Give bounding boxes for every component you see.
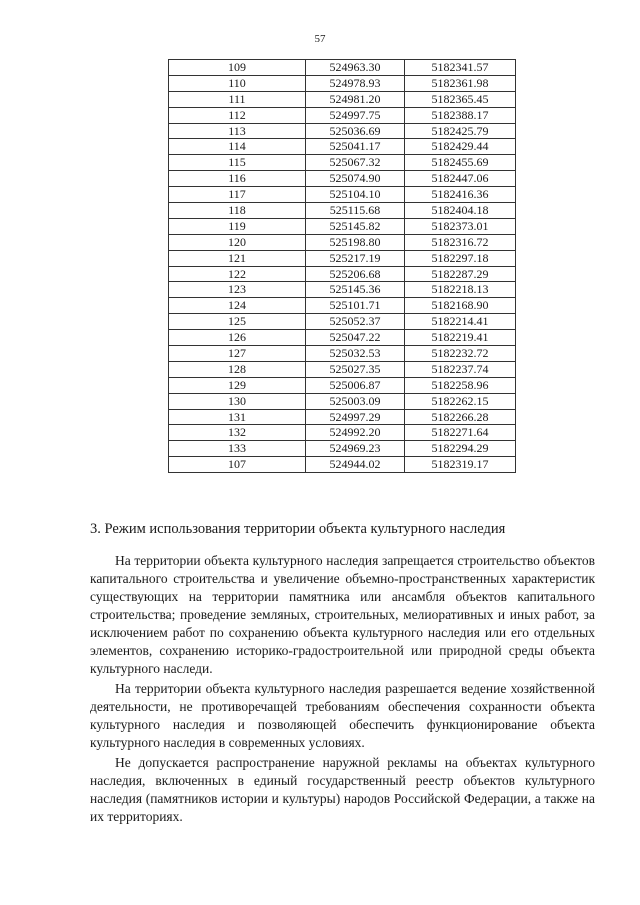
- table-row: [169, 155, 516, 171]
- point-number-cell: 127: [169, 346, 306, 362]
- x-coordinate-cell: 525041.17: [306, 139, 405, 155]
- table-row: [169, 266, 516, 282]
- point-number-cell: 113: [169, 123, 306, 139]
- x-coordinate-cell: 525206.68: [306, 266, 405, 282]
- point-number-cell: 120: [169, 234, 306, 250]
- point-number-cell: 126: [169, 330, 306, 346]
- y-coordinate-cell: 5182365.45: [405, 91, 516, 107]
- table-row: [169, 187, 516, 203]
- table-row: [169, 75, 516, 91]
- y-coordinate-cell: 5182429.44: [405, 139, 516, 155]
- point-number-cell: 122: [169, 266, 306, 282]
- y-coordinate-cell: 5182316.72: [405, 234, 516, 250]
- table-row: [169, 330, 516, 346]
- point-number-cell: 118: [169, 203, 306, 219]
- x-coordinate-cell: 525145.36: [306, 282, 405, 298]
- x-coordinate-cell: 525104.10: [306, 187, 405, 203]
- table-row: [169, 218, 516, 234]
- table-row: [169, 234, 516, 250]
- point-number-cell: 133: [169, 441, 306, 457]
- y-coordinate-cell: 5182373.01: [405, 218, 516, 234]
- x-coordinate-cell: 524969.23: [306, 441, 405, 457]
- y-coordinate-cell: 5182416.36: [405, 187, 516, 203]
- table-row: [169, 314, 516, 330]
- table-row: [169, 441, 516, 457]
- x-coordinate-cell: 525047.22: [306, 330, 405, 346]
- point-number-cell: 132: [169, 425, 306, 441]
- point-number-cell: 124: [169, 298, 306, 314]
- point-number-cell: 117: [169, 187, 306, 203]
- table-row: [169, 298, 516, 314]
- table-row: [169, 377, 516, 393]
- paragraph-prohibited: На территории объекта культурного наследия запрещается строительство объектов капитального строительства и увеличение объемно-пространственных характеристик существующих на территории памятника или ансамбля объектов капитального строительства; проведение земляных, строительных, мелиоративных и иных работ, за исключением работ по сохранению объекта культурного наследия или его отдельных элементов, сохранению историко-градостроительной или природной среды объекта культурного наследи.: [90, 553, 595, 676]
- point-number-cell: 107: [169, 457, 306, 473]
- y-coordinate-cell: 5182232.72: [405, 346, 516, 362]
- y-coordinate-cell: 5182258.96: [405, 377, 516, 393]
- y-coordinate-cell: 5182168.90: [405, 298, 516, 314]
- table-row: [169, 139, 516, 155]
- table-row: [169, 171, 516, 187]
- point-number-cell: 129: [169, 377, 306, 393]
- x-coordinate-cell: 525027.35: [306, 361, 405, 377]
- table-row: [169, 361, 516, 377]
- table-row: [169, 409, 516, 425]
- y-coordinate-cell: 5182271.64: [405, 425, 516, 441]
- point-number-cell: 110: [169, 75, 306, 91]
- point-number-cell: 128: [169, 361, 306, 377]
- table-row: [169, 91, 516, 107]
- y-coordinate-cell: 5182214.41: [405, 314, 516, 330]
- x-coordinate-cell: 524978.93: [306, 75, 405, 91]
- x-coordinate-cell: 525032.53: [306, 346, 405, 362]
- y-coordinate-cell: 5182425.79: [405, 123, 516, 139]
- y-coordinate-cell: 5182447.06: [405, 171, 516, 187]
- point-number-cell: 115: [169, 155, 306, 171]
- coordinates-table-body: [169, 60, 516, 473]
- point-number-cell: 121: [169, 250, 306, 266]
- x-coordinate-cell: 525198.80: [306, 234, 405, 250]
- table-row: [169, 282, 516, 298]
- y-coordinate-cell: 5182219.41: [405, 330, 516, 346]
- point-number-cell: 125: [169, 314, 306, 330]
- table-row: [169, 250, 516, 266]
- y-coordinate-cell: 5182361.98: [405, 75, 516, 91]
- point-number-cell: 130: [169, 393, 306, 409]
- x-coordinate-cell: 525101.71: [306, 298, 405, 314]
- point-number-cell: 114: [169, 139, 306, 155]
- x-coordinate-cell: 524997.29: [306, 409, 405, 425]
- x-coordinate-cell: 525145.82: [306, 218, 405, 234]
- point-number-cell: 119: [169, 218, 306, 234]
- x-coordinate-cell: 525003.09: [306, 393, 405, 409]
- table-row: [169, 425, 516, 441]
- table-row: [169, 123, 516, 139]
- point-number-cell: 111: [169, 91, 306, 107]
- table-row: [169, 60, 516, 76]
- y-coordinate-cell: 5182297.18: [405, 250, 516, 266]
- y-coordinate-cell: 5182294.29: [405, 441, 516, 457]
- y-coordinate-cell: 5182319.17: [405, 457, 516, 473]
- point-number-cell: 116: [169, 171, 306, 187]
- y-coordinate-cell: 5182341.57: [405, 60, 516, 76]
- x-coordinate-cell: 525036.69: [306, 123, 405, 139]
- x-coordinate-cell: 524992.20: [306, 425, 405, 441]
- table-row: [169, 393, 516, 409]
- paragraph-advertising: Не допускается распространение наружной рекламы на объектах культурного наследия, включенных в единый государственный реестр объектов культурного наследия (памятников истории и культуры) народов Российской Федерации, а также на их территориях.: [90, 755, 595, 824]
- y-coordinate-cell: 5182388.17: [405, 107, 516, 123]
- y-coordinate-cell: 5182218.13: [405, 282, 516, 298]
- x-coordinate-cell: 525217.19: [306, 250, 405, 266]
- x-coordinate-cell: 524981.20: [306, 91, 405, 107]
- y-coordinate-cell: 5182262.15: [405, 393, 516, 409]
- y-coordinate-cell: 5182237.74: [405, 361, 516, 377]
- table-row: [169, 346, 516, 362]
- point-number-cell: 123: [169, 282, 306, 298]
- y-coordinate-cell: 5182287.29: [405, 266, 516, 282]
- table-row: [169, 107, 516, 123]
- table-row: [169, 457, 516, 473]
- section-heading: 3. Режим использования территории объекта культурного наследия: [90, 521, 506, 537]
- section-body: [90, 552, 595, 826]
- y-coordinate-cell: 5182404.18: [405, 203, 516, 219]
- x-coordinate-cell: 525067.32: [306, 155, 405, 171]
- x-coordinate-cell: 524997.75: [306, 107, 405, 123]
- x-coordinate-cell: 524944.02: [306, 457, 405, 473]
- point-number-cell: 131: [169, 409, 306, 425]
- paragraph-permitted: На территории объекта культурного наследия разрешается ведение хозяйственной деятельности, не противоречащей требованиям обеспечения сохранности объекта культурного наследия и позволяющей обеспечить функционирование объекта культурного наследия в современных условиях.: [90, 681, 595, 750]
- page-number: 57: [314, 33, 326, 45]
- x-coordinate-cell: 525052.37: [306, 314, 405, 330]
- x-coordinate-cell: 524963.30: [306, 60, 405, 76]
- y-coordinate-cell: 5182455.69: [405, 155, 516, 171]
- x-coordinate-cell: 525006.87: [306, 377, 405, 393]
- point-number-cell: 112: [169, 107, 306, 123]
- y-coordinate-cell: 5182266.28: [405, 409, 516, 425]
- coordinates-table: [168, 59, 516, 473]
- x-coordinate-cell: 525074.90: [306, 171, 405, 187]
- point-number-cell: 109: [169, 60, 306, 76]
- x-coordinate-cell: 525115.68: [306, 203, 405, 219]
- table-row: [169, 203, 516, 219]
